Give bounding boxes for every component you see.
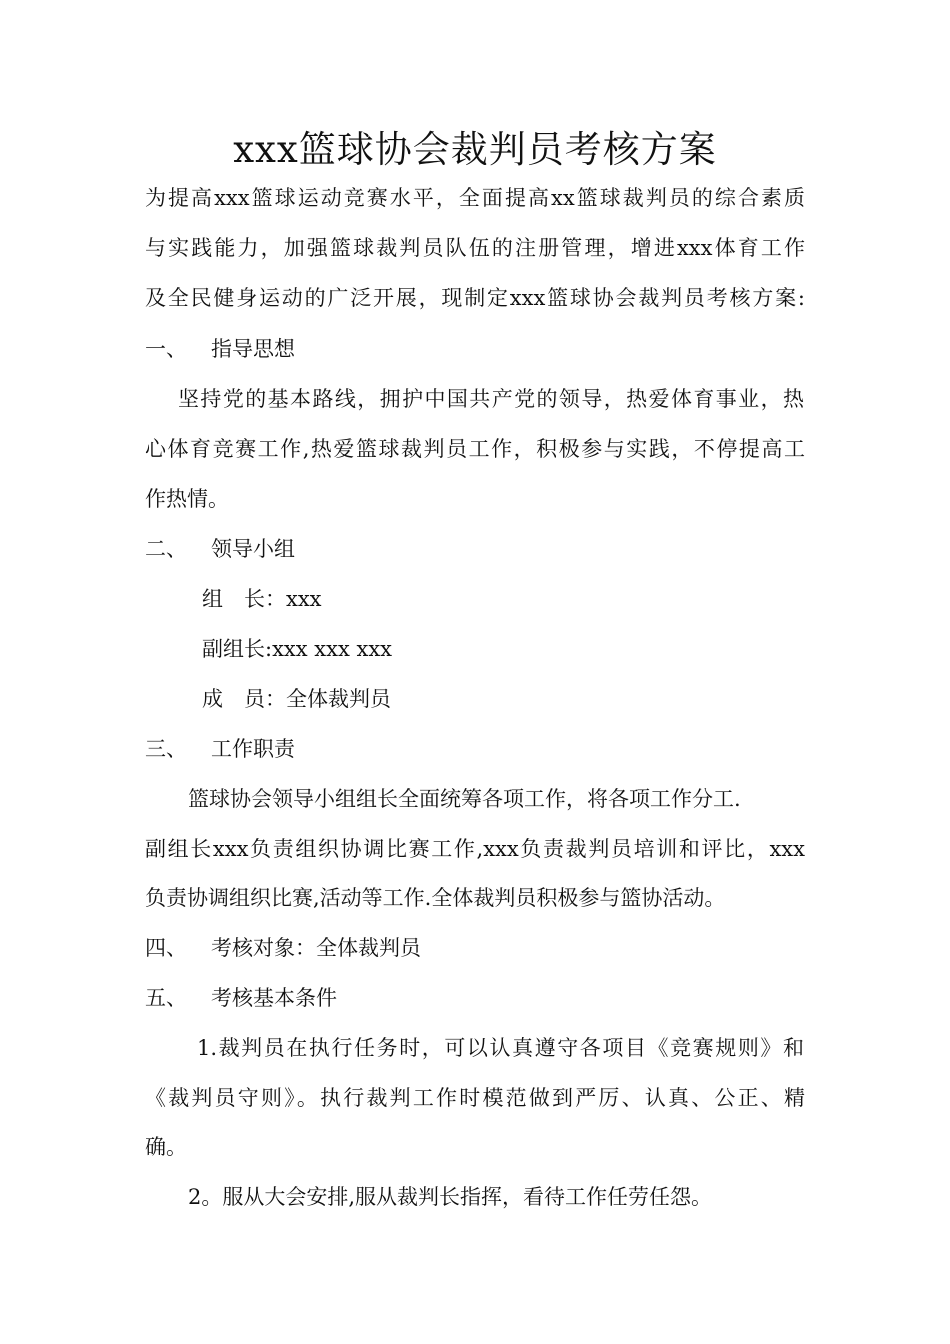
section-5-item-2: 2。服从大会安排,服从裁判长指挥，看待工作任劳任怨。 — [188, 1185, 713, 1209]
document-title: xxx篮球协会裁判员考核方案 — [233, 128, 717, 171]
section-1-line-3: 作热情。 — [145, 487, 229, 511]
intro-line-2: 与实践能力，加强篮球裁判员队伍的注册管理，增进xxx体育工作 — [145, 236, 805, 260]
section-2-title: 领导小组 — [211, 537, 295, 561]
section-1-title: 指导思想 — [211, 337, 295, 361]
section-3-heading — [145, 734, 295, 764]
section-3-line-1: 篮球协会领导小组组长全面统筹各项工作，将各项工作分工. — [188, 787, 741, 811]
section-3-line-3: 负责协调组织比赛,活动等工作.全体裁判员积极参与篮协活动。 — [145, 886, 726, 910]
section-2-heading — [145, 534, 295, 564]
section-5-number: 五、 — [145, 986, 187, 1010]
section-5-title: 考核基本条件 — [211, 986, 337, 1010]
section-1-line-1: 坚持党的基本路线，拥护中国共产党的领导，热爱体育事业，热 — [178, 387, 804, 411]
section-1-heading — [145, 334, 295, 364]
section-5-item-1-line-3: 确。 — [145, 1135, 187, 1159]
intro-line-1: 为提高xxx篮球运动竞赛水平，全面提高xx篮球裁判员的综合素质 — [145, 186, 805, 210]
section-4-number: 四、 — [145, 936, 187, 960]
section-5-heading — [145, 983, 337, 1013]
section-5-item-1-line-2: 《裁判员守则》。执行裁判工作时模范做到严厉、认真、公正、精 — [145, 1086, 805, 1110]
section-1-number: 一、 — [145, 337, 187, 361]
section-3-number: 三、 — [145, 737, 187, 761]
group-deputy: 副组长:xxx xxx xxx — [202, 637, 393, 661]
intro-line-3: 及全民健身运动的广泛开展，现制定xxx篮球协会裁判员考核方案: — [145, 286, 805, 310]
section-3-line-2: 副组长xxx负责组织协调比赛工作,xxx负责裁判员培训和评比，xxx — [145, 837, 805, 861]
section-4-heading — [145, 933, 421, 963]
group-leader: 组 长：xxx — [202, 587, 322, 611]
section-3-title: 工作职责 — [211, 737, 295, 761]
section-1-line-2: 心体育竞赛工作,热爱篮球裁判员工作，积极参与实践，不停提高工 — [145, 437, 805, 461]
group-members: 成 员：全体裁判员 — [202, 687, 391, 711]
section-5-item-1-line-1: 1.裁判员在执行任务时，可以认真遵守各项目《竞赛规则》和 — [197, 1036, 804, 1060]
section-4-title: 考核对象：全体裁判员 — [211, 936, 421, 960]
section-2-number: 二、 — [145, 537, 187, 561]
